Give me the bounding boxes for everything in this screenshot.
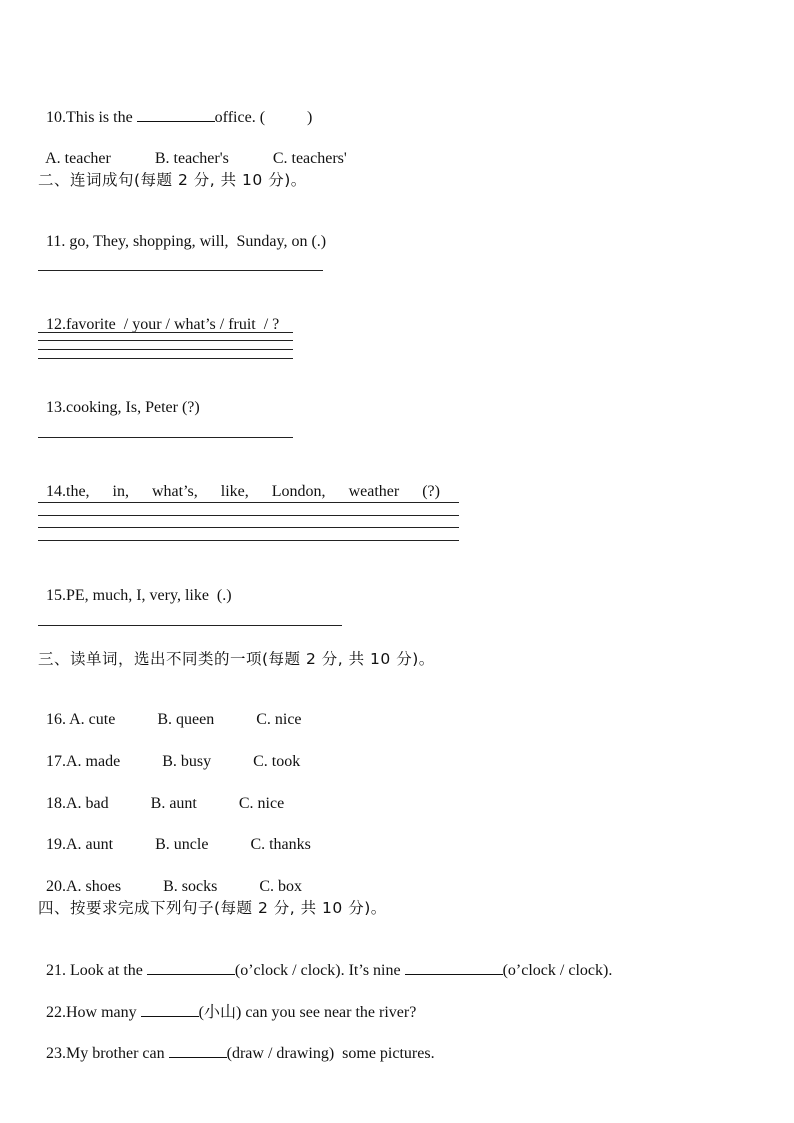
- question-13: [38, 378, 200, 418]
- option-b[interactable]: B. aunt: [150, 795, 197, 812]
- question-number: 18: [46, 795, 62, 812]
- question-number: 23: [46, 1045, 62, 1062]
- option-c[interactable]: C. nice: [256, 711, 302, 728]
- question-text: . go, They, shopping, will, Sunday, on (.): [61, 233, 327, 250]
- question-text: (draw / drawing) some pictures.: [226, 1045, 435, 1062]
- question-number: 17: [46, 753, 62, 770]
- question-21: [38, 940, 612, 981]
- option-b[interactable]: B. socks: [163, 878, 218, 895]
- answer-blank[interactable]: [405, 960, 503, 975]
- answer-line[interactable]: [38, 270, 323, 271]
- question-18: [38, 774, 284, 814]
- question-number: 22: [46, 1004, 62, 1021]
- question-word: what’s,: [152, 483, 198, 500]
- answer-line[interactable]: [38, 437, 293, 438]
- question-text: .cooking, Is, Peter (?): [62, 399, 200, 416]
- option-a[interactable]: A. teacher: [45, 150, 111, 167]
- option-a[interactable]: .A. bad: [62, 795, 109, 812]
- question-number: 21: [46, 962, 62, 979]
- question-10: [38, 87, 312, 128]
- question-text: .How many: [62, 1004, 141, 1021]
- question-number: 14: [46, 483, 62, 500]
- option-a[interactable]: .A. aunt: [62, 836, 114, 853]
- question-text: . Look at the: [62, 962, 147, 979]
- question-number: 19: [46, 836, 62, 853]
- answer-line[interactable]: [38, 540, 459, 541]
- option-a[interactable]: .A. made: [62, 753, 121, 770]
- answer-blank[interactable]: [141, 1002, 199, 1017]
- question-16: [38, 690, 302, 730]
- answer-blank[interactable]: [169, 1043, 227, 1058]
- option-c[interactable]: C. thanks: [250, 836, 311, 853]
- answer-line[interactable]: [38, 625, 342, 626]
- question-text: (o’clock / clock). It’s nine: [234, 962, 405, 979]
- answer-line[interactable]: [38, 349, 293, 350]
- answer-line[interactable]: [38, 340, 293, 341]
- question-23: [38, 1023, 435, 1064]
- question-text: .PE, much, I, very, like (.): [62, 587, 232, 604]
- question-word: .the,: [62, 483, 90, 500]
- option-c[interactable]: C. teachers': [272, 150, 347, 167]
- question-text: (小山) can you see near the river?: [198, 1004, 417, 1021]
- question-19: [38, 815, 311, 855]
- question-text: (o’clock / clock).: [502, 962, 613, 979]
- question-word: weather: [348, 483, 400, 500]
- question-20: [38, 857, 302, 897]
- question-10-options: [38, 129, 347, 169]
- question-number: 15: [46, 587, 62, 604]
- question-number: 13: [46, 399, 62, 416]
- question-word: in,: [112, 483, 129, 500]
- question-11: [38, 212, 326, 252]
- option-a[interactable]: . A. cute: [62, 711, 116, 728]
- section-heading: 四、按要求完成下列句子(每题 2 分, 共 10 分)。: [38, 899, 387, 917]
- question-word: (?): [422, 483, 440, 500]
- question-17: [38, 732, 300, 772]
- answer-blank[interactable]: [137, 107, 215, 122]
- question-14: [38, 462, 440, 502]
- option-b[interactable]: B. busy: [162, 753, 212, 770]
- answer-line[interactable]: [38, 527, 459, 528]
- question-number: 16: [46, 711, 62, 728]
- question-text: ): [307, 109, 313, 126]
- question-number: 20: [46, 878, 62, 895]
- option-a[interactable]: .A. shoes: [62, 878, 122, 895]
- question-word: like,: [220, 483, 249, 500]
- section-heading: 三、读单词，选出不同类的一项(每题 2 分, 共 10 分)。: [38, 650, 435, 668]
- option-c[interactable]: C. took: [253, 753, 301, 770]
- option-c[interactable]: C. nice: [238, 795, 285, 812]
- answer-line[interactable]: [38, 515, 459, 516]
- question-15: [38, 566, 232, 606]
- question-number: 10.: [46, 109, 66, 126]
- question-word: London,: [271, 483, 326, 500]
- question-22: [38, 982, 416, 1023]
- question-text: .My brother can: [62, 1045, 169, 1062]
- answer-line[interactable]: [38, 332, 293, 333]
- section-heading: 二、连词成句(每题 2 分, 共 10 分)。: [38, 171, 307, 189]
- question-12: [38, 295, 279, 335]
- option-c[interactable]: C. box: [259, 878, 303, 895]
- question-number: 11: [46, 233, 62, 250]
- question-number: 12: [46, 316, 62, 333]
- question-text: office. (: [214, 109, 266, 126]
- answer-line[interactable]: [38, 502, 459, 503]
- option-b[interactable]: B. uncle: [155, 836, 209, 853]
- option-b[interactable]: B. teacher's: [154, 150, 229, 167]
- question-text: .favorite / your / what’s / fruit / ?: [62, 316, 280, 333]
- answer-blank[interactable]: [147, 960, 235, 975]
- answer-line[interactable]: [38, 358, 293, 359]
- question-text: This is the: [66, 109, 137, 126]
- option-b[interactable]: B. queen: [157, 711, 215, 728]
